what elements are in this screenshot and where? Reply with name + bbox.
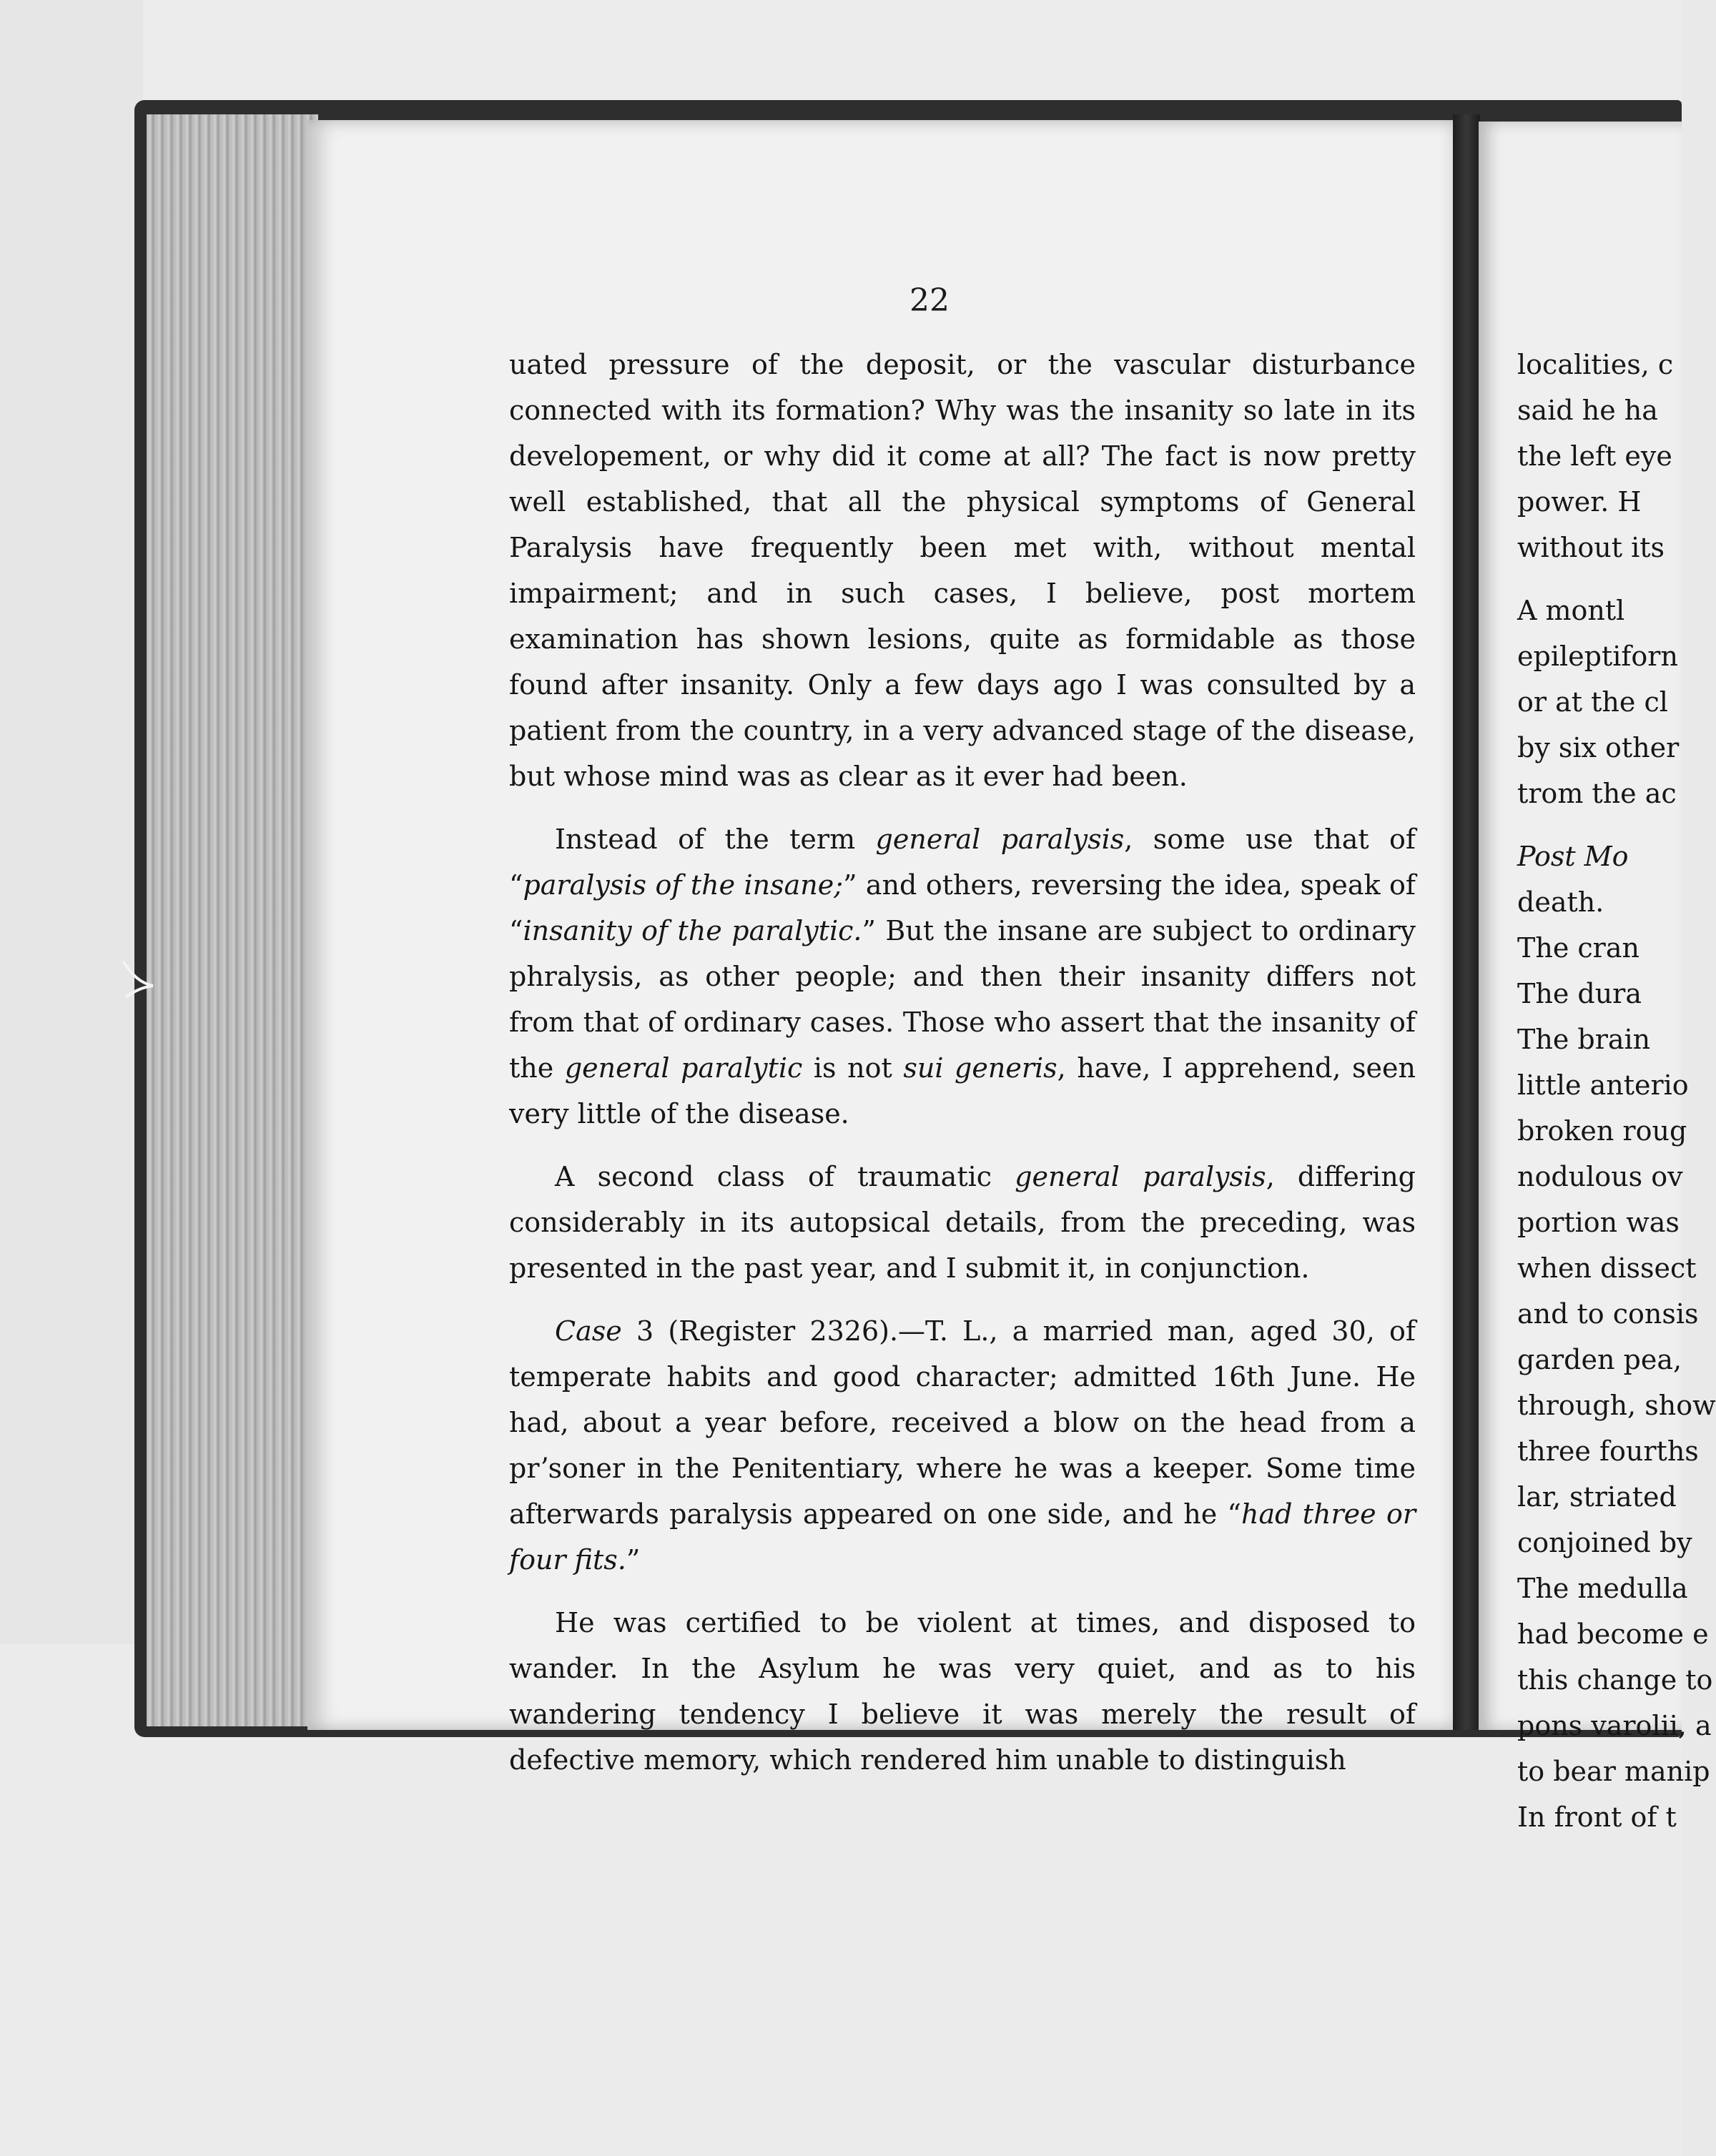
right-page-line: In front of t xyxy=(1517,1801,1677,1833)
text-run: , some use that of “ xyxy=(509,824,1416,901)
book-gutter xyxy=(1453,114,1480,1730)
right-page-line: the left eye xyxy=(1517,440,1672,472)
italic-text: paralysis of the insane; xyxy=(523,869,844,901)
paragraph-1 xyxy=(509,342,1416,799)
text-run: A second class of traumatic xyxy=(555,1161,1015,1192)
right-page-line: power. H xyxy=(1517,486,1642,518)
text-run: is not xyxy=(802,1052,904,1084)
text-run: 3 (Register 2326).—T. L., a married man, aged 30, of temperate habits and good character; admitted 16th June. He had, about a year before, received a blow on the head from a prʼsoner in the Penitentiary, where he was a keeper. Some time afterwards paralysis appeared on one side, and he “ xyxy=(509,1315,1416,1530)
text-run: ” xyxy=(626,1544,641,1576)
text-run: , differing considerably in its autopsical details, from the preceding, was presented in the past year, and I submit it, in conjunction. xyxy=(509,1161,1416,1284)
italic-text: sui generis xyxy=(903,1052,1057,1084)
right-page-line: The brain xyxy=(1517,1024,1651,1055)
right-page-line: when dissect xyxy=(1517,1252,1697,1284)
text-run: ” But the insane are subject to ordinary phralysis, as other people; and then their insanity differs not from that of ordinary cases. Those who assert that the insanity of the xyxy=(509,915,1416,1084)
right-page-line: said he ha xyxy=(1517,395,1658,426)
italic-text: Case xyxy=(555,1315,622,1347)
right-page-line: lar, striated xyxy=(1517,1481,1677,1513)
right-page-line: nodulous ov xyxy=(1517,1161,1683,1192)
right-page-line: death. xyxy=(1517,886,1604,918)
paragraph-5 xyxy=(509,1600,1416,1783)
right-page-line: Post Mo xyxy=(1517,841,1629,872)
italic-text: general paralysis xyxy=(1015,1161,1266,1192)
right-page-line: The medulla xyxy=(1517,1573,1688,1604)
page-number: 22 xyxy=(909,282,950,319)
right-page-line: trom the ac xyxy=(1517,778,1677,809)
right-page-line xyxy=(1517,570,1689,588)
paragraph-3 xyxy=(509,1154,1416,1291)
text-run: ” and others, reversing the idea, speak of “ xyxy=(509,869,1416,946)
right-page-line: A montl xyxy=(1517,595,1625,626)
background-top xyxy=(0,0,1682,107)
right-page-line: pons varolii, a xyxy=(1517,1710,1712,1741)
paragraph-2 xyxy=(509,816,1416,1137)
right-page-line: garden pea, xyxy=(1517,1344,1682,1375)
right-page-line: to bear manip xyxy=(1517,1756,1710,1787)
right-page-line: little anterio xyxy=(1517,1069,1689,1101)
right-page-line: through, show xyxy=(1517,1390,1716,1421)
right-page-line: without its xyxy=(1517,532,1665,563)
right-page-line: portion was xyxy=(1517,1207,1680,1238)
italic-text: insanity of the paralytic. xyxy=(523,915,862,946)
page-edges xyxy=(147,114,318,1726)
right-page-text xyxy=(1517,342,1716,1840)
text-run: He was certified to be violent at times, and disposed to wander. In the Asylum he was very quiet, and as to his wandering tendency I believe it was merely the result of defective memory, which rendered him unable to distinguish xyxy=(509,1607,1416,1776)
right-page-line: localities, c xyxy=(1517,349,1674,380)
right-page-line: by six other xyxy=(1517,732,1680,763)
right-page-line: this change to xyxy=(1517,1664,1713,1696)
right-page-line: or at the cl xyxy=(1517,686,1668,718)
right-page-line: The cran xyxy=(1517,932,1639,964)
right-page-line: three fourths xyxy=(1517,1435,1699,1467)
paragraph-4 xyxy=(509,1308,1416,1583)
right-page-line: The dura xyxy=(1517,978,1642,1009)
right-page-line: conjoined by xyxy=(1517,1527,1692,1558)
italic-text: general paralysis xyxy=(875,824,1125,855)
binding-string-icon xyxy=(119,954,157,1012)
italic-text: had three or four fits. xyxy=(509,1498,1416,1576)
right-page-line: had become e xyxy=(1517,1618,1709,1650)
text-run: , have, I apprehend, seen very little of the disease. xyxy=(509,1052,1416,1129)
right-page-line: epileptiforn xyxy=(1517,641,1678,672)
text-run: uated pressure of the deposit, or the vascular disturbance connected with its formation? Why was the insanity so late in its developement, or why did it come at all? The fact is now pretty well established, that all the physical symptoms of General Paralysis have frequently been met with, without mental impairment; and in such cases, I believe, post mortem examination has shown lesions, quite as formidable as those found after insanity. Only a few days ago I was consulted by a patient from the country, in a very advanced stage of the disease, but whose mind was as clear as it ever had been. xyxy=(509,349,1416,792)
text-run: Instead of the term xyxy=(555,824,876,855)
italic-text: general paralytic xyxy=(564,1052,803,1084)
left-page-text xyxy=(509,342,1416,1800)
right-page-line: and to consis xyxy=(1517,1298,1699,1330)
right-page-line xyxy=(1517,816,1689,834)
right-page-line: broken roug xyxy=(1517,1115,1687,1147)
